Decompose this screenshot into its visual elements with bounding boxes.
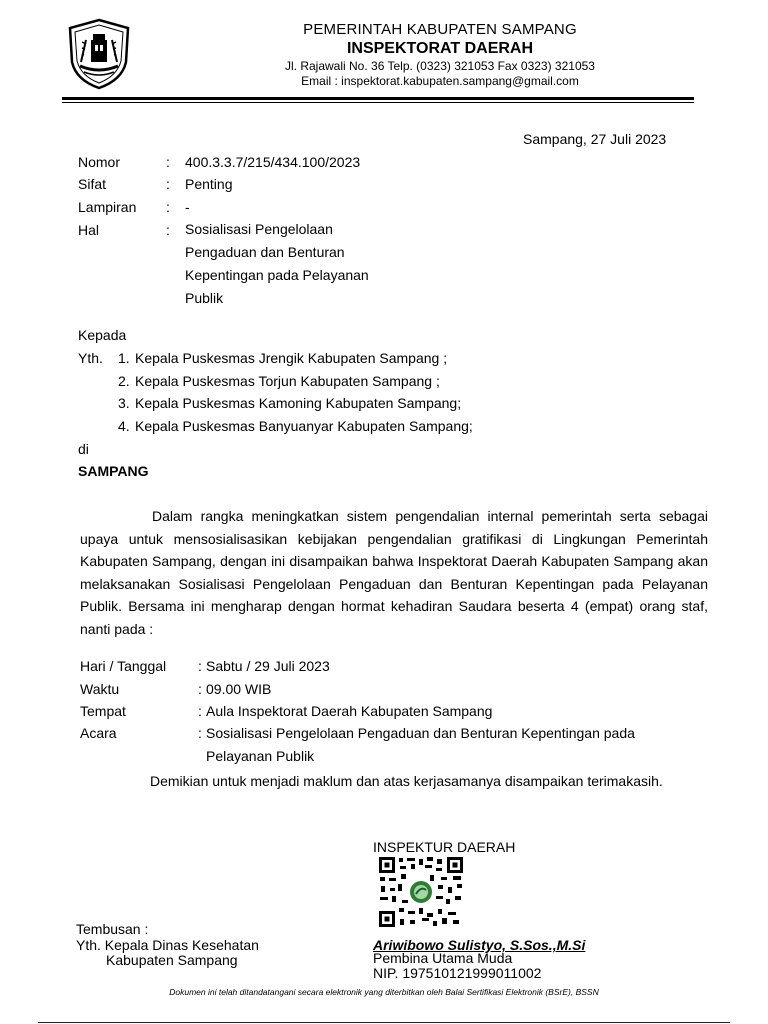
- letterhead-divider-thick: [62, 97, 694, 100]
- cc-line1: Yth. Kepala Dinas Kesehatan: [76, 937, 259, 953]
- hal-label: Hal: [78, 222, 100, 238]
- closing-text: Demikian untuk menjadi maklum dan atas kerjasamanya disampaikan terimakasih.: [150, 773, 663, 789]
- recipient-number: 4.: [118, 418, 130, 434]
- hal-line: Kepentingan pada Pelayanan: [185, 267, 369, 283]
- signer-name: Ariwibowo Sulistyo, S.Sos.,M.Si: [373, 937, 586, 953]
- letterhead-institution: INSPEKTORAT DAERAH: [346, 40, 534, 57]
- recipient-item: Kepala Puskesmas Kamoning Kabupaten Sampang;: [135, 395, 462, 411]
- recipient-item: Kepala Puskesmas Jrengik Kabupaten Sampang ;: [135, 350, 448, 366]
- signer-nip: NIP. 197510121999011002: [373, 965, 542, 981]
- page-bottom-rule: [38, 1022, 730, 1023]
- recipient-number: 2.: [118, 373, 130, 389]
- regency-coat-of-arms-icon: [66, 18, 132, 90]
- cc-label: Tembusan :: [76, 921, 149, 937]
- event-label: Acara: [80, 725, 117, 741]
- time-colon: :: [198, 681, 202, 697]
- place-colon: :: [198, 703, 202, 719]
- nomor-label: Nomor: [78, 154, 121, 170]
- recipient-number: 1.: [118, 350, 130, 366]
- di-label: di: [78, 441, 89, 457]
- place-label: Tempat: [80, 703, 126, 719]
- nomor-colon: :: [166, 154, 170, 170]
- body-paragraph: [80, 505, 708, 640]
- e-signature-footer-note: Dokumen ini telah ditandatangani secara elektronik yang diterbitkan oleh Balai Sertifikasi Elektronik (BSrE), BSSN: [169, 987, 599, 997]
- day-label: Hari / Tanggal: [80, 658, 167, 674]
- time-label: Waktu: [80, 681, 120, 697]
- letter-date: Sampang, 27 Juli 2023: [523, 131, 667, 147]
- day-value: Sabtu / 29 Juli 2023: [206, 658, 330, 674]
- hal-value: [185, 218, 405, 310]
- time-value: 09.00 WIB: [206, 681, 272, 697]
- lampiran-label: Lampiran: [78, 199, 137, 215]
- lampiran-value: -: [185, 199, 190, 215]
- letterhead-address: Jl. Rajawali No. 36 Telp. (0323) 321053 Fax 0323) 321053: [285, 59, 595, 73]
- signer-rank: Pembina Utama Muda: [373, 950, 513, 966]
- sifat-value: Penting: [185, 176, 233, 192]
- letterhead-divider-thin: [62, 102, 694, 103]
- event-value-line1: Sosialisasi Pengelolaan Pengaduan dan Benturan Kepentingan pada: [206, 725, 635, 741]
- lampiran-colon: :: [166, 199, 170, 215]
- recipient-place: SAMPANG: [78, 463, 149, 479]
- kepada-label: Kepada: [78, 327, 127, 343]
- place-value: Aula Inspektorat Daerah Kabupaten Sampang: [206, 703, 493, 719]
- yth-label: Yth.: [78, 350, 103, 366]
- signer-title: INSPEKTUR DAERAH: [373, 839, 516, 855]
- event-colon: :: [198, 725, 202, 741]
- sifat-label: Sifat: [78, 176, 107, 192]
- letterhead-email: Email : inspektorat.kabupaten.sampang@gmail.com: [301, 74, 579, 88]
- cc-line2: Kabupaten Sampang: [106, 952, 238, 968]
- recipient-number: 3.: [118, 395, 130, 411]
- body-paragraph-text: Dalam rangka meningkatkan sistem pengendalian internal pemerintah serta sebagai upaya untuk mensosialisasikan kebijakan pengendalian gratifikasi di Lingkungan Pemerintah Kabupaten Sampang, dengan ini disampaikan bahwa Inspektorat Daerah Kabupaten Sampang akan melaksanakan Sosialisasi Pengelolaan Pengaduan dan Benturan Kepentingan pada Pelayanan Publik. Bersama ini mengharap dengan hormat kehadiran Saudara beserta 4 (empat) orang staf, nanti pada :: [80, 508, 708, 637]
- hal-line: Publik: [185, 290, 224, 306]
- qr-code-signature-icon: [378, 856, 464, 928]
- day-colon: :: [198, 658, 202, 674]
- hal-colon: :: [166, 222, 170, 238]
- event-value-line2: Pelayanan Publik: [206, 748, 315, 764]
- hal-line: Pengaduan dan Benturan: [185, 244, 345, 260]
- sifat-colon: :: [166, 176, 170, 192]
- hal-line: Sosialisasi Pengelolaan: [185, 221, 333, 237]
- closing-paragraph: [106, 767, 696, 796]
- recipient-item: Kepala Puskesmas Banyuanyar Kabupaten Sampang;: [135, 418, 473, 434]
- recipient-item: Kepala Puskesmas Torjun Kabupaten Sampang ;: [135, 373, 440, 389]
- letterhead-government: PEMERINTAH KABUPATEN SAMPANG: [303, 21, 577, 38]
- nomor-value: 400.3.3.7/215/434.100/2023: [185, 154, 361, 170]
